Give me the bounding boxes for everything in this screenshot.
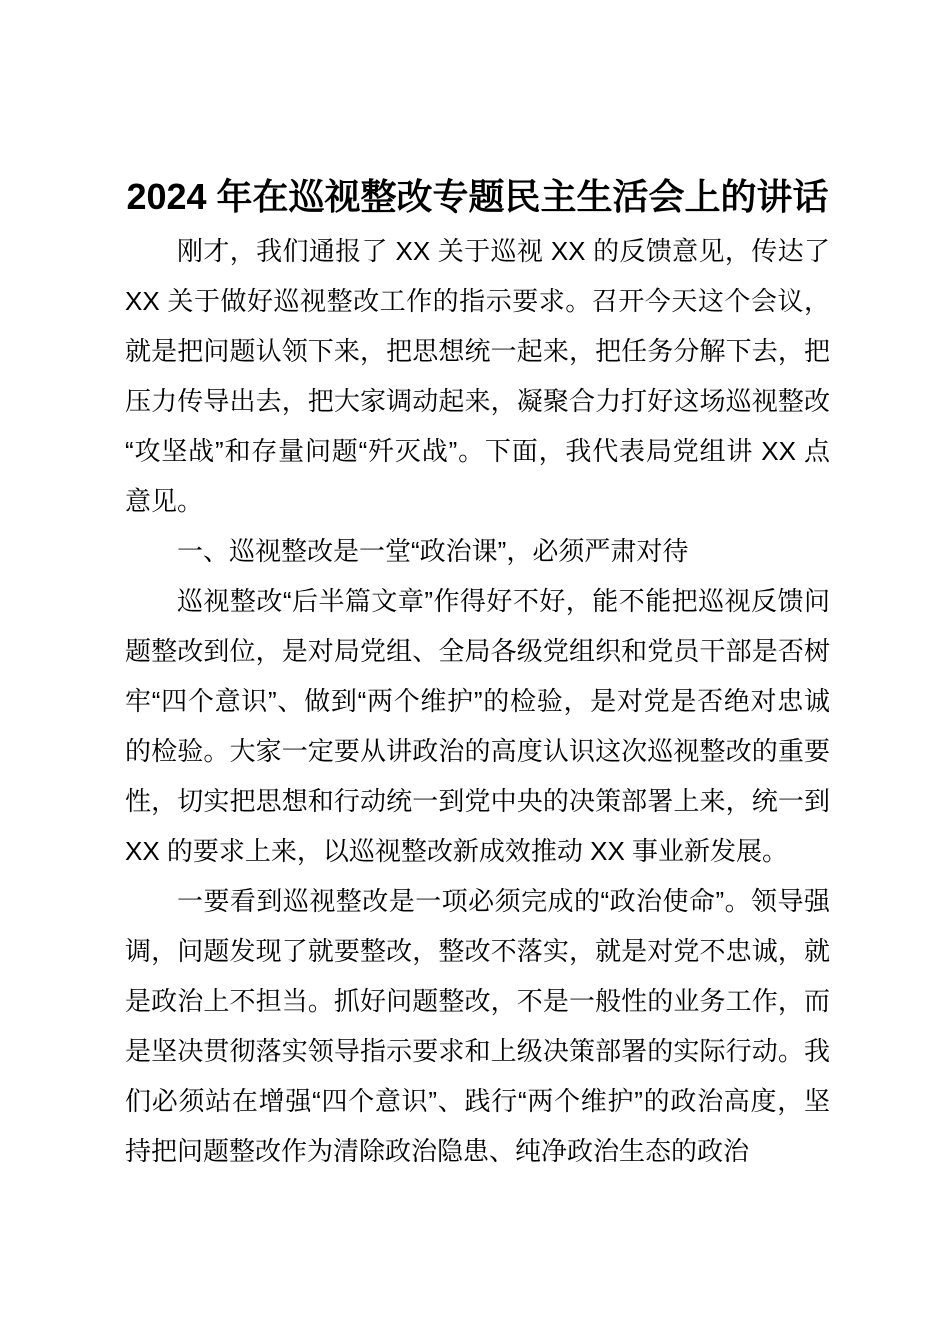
section-heading-1: 一、巡视整改是一堂“政治课”，必须严肃对待	[177, 536, 689, 566]
paragraph-section1-point1: 一要看到巡视整改是一项必须完成的“政治使命”。领导强调，问题发现了就要整改，整改不落实，就是对党不忠诚，就是政治上不担当。抓好问题整改，不是一般性的业务工作，而是坚决贯彻落实领导指示要求和上级决策部署的实际行动。我们必须站在增强“四个意识”、践行“两个维护”的政治高度，坚持把问题整改作为清除政治隐患、纯净政治生态的政治	[125, 886, 830, 1166]
document-title: 2024 年在巡视整改专题民主生活会上的讲话	[126, 176, 829, 217]
paragraph-section1-body: 巡视整改“后半篇文章”作得好不好，能不能把巡视反馈问题整改到位，是对局党组、全局各级党组织和党员干部是否树牢“四个意识”、做到“两个维护”的检验，是对党是否绝对忠诚的检验。大家一定要从讲政治的高度认识这次巡视整改的重要性，切实把思想和行动统一到党中央的决策部署上来，统一到 XX 的要求上来，以巡视整改新成效推动 XX 事业新发展。	[125, 586, 830, 866]
paragraph-intro: 刚才，我们通报了 XX 关于巡视 XX 的反馈意见，传达了 XX 关于做好巡视整改工作的指示要求。召开今天这个会议，就是把问题认领下来，把思想统一起来，把任务分解下去，把压力传导出去，把大家调动起来，凝聚合力打好这场巡视整改“攻坚战”和存量问题“歼灭战”。下面，我代表局党组讲 XX 点意见。	[125, 236, 830, 516]
